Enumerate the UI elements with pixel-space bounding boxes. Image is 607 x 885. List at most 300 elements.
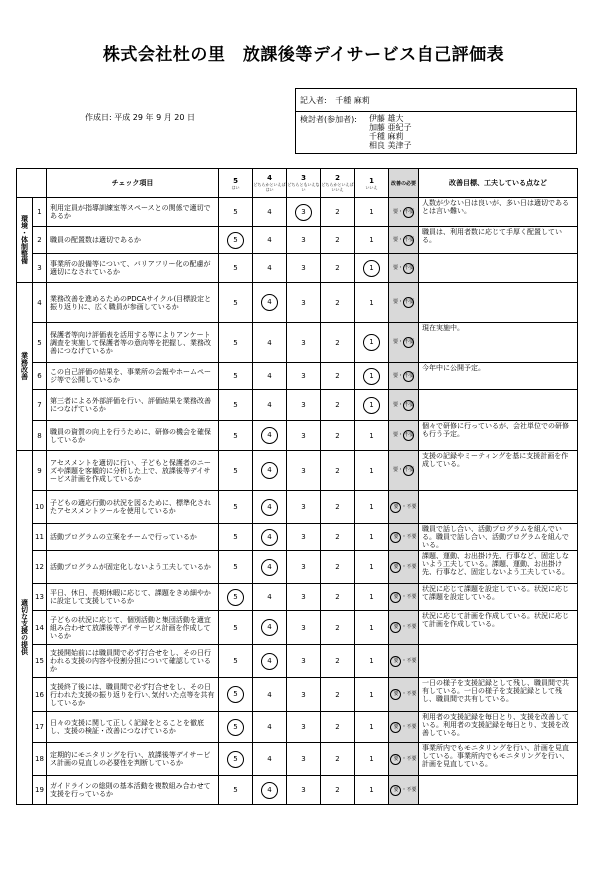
score-1-value: 1 [369,466,374,475]
score-2-value: 2 [335,657,340,665]
score-1-value: 1 [369,755,374,763]
remarks-cell[interactable] [419,390,578,421]
improvement-need-cell[interactable] [389,551,419,584]
score-4-value: 4 [261,782,278,799]
check-item: 業務改善を進めるためのPDCAサイクル(目標設定と振り返り)に、広く職員が参画しているか [47,283,219,323]
score-4-value: 4 [261,499,278,516]
need-yes-option[interactable]: 要 [390,532,401,543]
check-item: 保護者等向け評価表を活用する等によりアンケート調査を実施して保護者等の意向等を把握し、業務改善につなげているか [47,323,219,363]
score-3-cell[interactable] [287,645,321,678]
score-1-cell[interactable] [355,323,389,363]
evaluation-table [16,168,578,805]
need-no-option[interactable]: 不要 [403,235,414,246]
score-4-value: 4 [261,294,278,311]
score-5-value: 5 [233,208,238,216]
score-3-value: 3 [301,503,306,511]
need-separator: ・ [398,467,404,473]
item-number: 11 [33,524,47,551]
date-day: 20 [174,113,185,122]
signature-box [295,88,577,154]
reviewers [300,114,411,150]
remarks-cell[interactable]: 現在実施中。 [419,323,578,363]
remarks-cell[interactable]: 支援の記録やミーティングを基に支援計画を作成している。 [419,451,578,491]
need-yes-option[interactable]: 要 [390,562,401,573]
score-4-cell[interactable] [253,776,287,805]
score-1-value: 1 [369,208,374,216]
score-3-cell[interactable] [287,524,321,551]
need-separator: ・ [401,691,407,697]
header-score-5: 5 はい [219,169,253,198]
score-2-cell[interactable] [321,390,355,421]
score-2-cell[interactable] [321,227,355,254]
remarks-cell[interactable]: 一日の様子を支援記録として残し、職員間で共有している。一日の様子を支援記録として残し、職員間で共有している。 [419,678,578,712]
score-5-value: 5 [233,298,238,307]
score-1-cell[interactable] [355,254,389,283]
table-row [17,363,578,390]
score-3-cell[interactable] [287,743,321,776]
table-row [17,254,578,283]
header-remarks: 改善目標、工夫している点など [419,169,578,198]
need-yes-option[interactable]: 要 [390,785,401,796]
need-yes-option[interactable]: 要 [392,264,398,271]
score-2-value: 2 [335,338,340,347]
score-3-cell[interactable] [287,776,321,805]
score-2-value: 2 [335,593,340,601]
improvement-need-cell[interactable] [389,283,419,323]
improvement-need-cell[interactable] [389,198,419,227]
need-separator: ・ [398,401,404,408]
improvement-need-cell[interactable] [389,390,419,421]
score-1-cell[interactable] [355,712,389,743]
score-5-value: 5 [233,401,238,409]
score-4-value: 4 [261,427,278,444]
score-4-value: 4 [267,755,272,763]
check-item: 事業所の設備等について、バリアフリー化の配慮が適切になされているか [47,254,219,283]
score-4-value: 4 [261,653,278,670]
score-1-cell[interactable] [355,283,389,323]
remarks-cell[interactable] [419,254,578,283]
item-number: 16 [33,678,47,712]
score-3-value: 3 [301,466,306,475]
score-3-value: 3 [301,533,306,541]
score-2-cell[interactable] [321,451,355,491]
score-4-value: 4 [267,208,272,216]
improvement-need-cell[interactable] [389,451,419,491]
reviewer-name: 加藤 亜紀子 [368,123,412,132]
score-4-cell[interactable] [253,524,287,551]
score-5-cell[interactable] [219,363,253,390]
item-number: 19 [33,776,47,805]
score-3-cell[interactable] [287,323,321,363]
score-5-value: 5 [233,338,238,347]
item-number: 12 [33,551,47,584]
signature-divider [296,111,576,112]
need-yes-option[interactable]: 要 [392,339,398,345]
score-5-cell[interactable] [219,611,253,645]
category-cell [17,451,33,805]
score-5-cell[interactable] [219,776,253,805]
table-row [17,451,578,491]
need-no-option[interactable]: 不要 [406,691,417,697]
score-3-value: 3 [301,298,306,307]
score-3-cell[interactable] [287,551,321,584]
item-number: 1 [33,198,47,227]
score-1-cell[interactable] [355,611,389,645]
score-5-value: 5 [233,623,238,632]
remarks-cell[interactable]: 状況に応じて課題を設定している。状況に応じて課題を設定している。 [419,584,578,611]
score-2-cell[interactable] [321,363,355,390]
need-separator: ・ [401,657,407,664]
score-1-cell[interactable] [355,421,389,451]
remarks-cell[interactable]: 課題、運動、お出掛け先、行事など、固定しないよう工夫している。課題、運動、お出掛け先、行事など、固定しないよう工夫している。 [419,551,578,584]
need-no-option[interactable]: 不要 [403,207,414,218]
score-2-cell[interactable] [321,712,355,743]
need-yes-option[interactable]: 要 [392,401,398,408]
score-1-value: 1 [369,533,374,541]
score-4-cell[interactable] [253,584,287,611]
need-yes-option[interactable]: 要 [392,372,398,379]
improvement-need-cell[interactable] [389,363,419,390]
need-no-option[interactable]: 不要 [406,755,417,762]
check-item: 子どもの適応行動の状況を図るために、標準化されたアセスメントツールを使用しているか [47,491,219,524]
score-1-cell[interactable] [355,390,389,421]
need-separator: ・ [398,339,404,345]
score-4-cell[interactable] [253,254,287,283]
score-1-value: 1 [369,657,374,665]
score-2-cell[interactable] [321,198,355,227]
improvement-need-cell[interactable] [389,421,419,451]
score-1-value: 1 [363,368,380,385]
need-separator: ・ [398,208,404,215]
score-2-value: 2 [335,533,340,541]
category-cell [17,283,33,451]
score-5-cell[interactable] [219,390,253,421]
score-1-value: 1 [369,786,374,794]
need-separator: ・ [398,372,404,379]
score-2-value: 2 [335,236,340,244]
date-era: 平成 [114,113,131,122]
table-row [17,491,578,524]
score-1-value: 1 [363,397,380,414]
score-2-cell[interactable] [321,678,355,712]
reviewer-name: 相良 美津子 [368,141,412,150]
score-3-value: 3 [301,401,306,409]
score-5-value: 5 [227,751,244,768]
score-5-cell[interactable] [219,712,253,743]
table-row [17,645,578,678]
score-3-cell[interactable] [287,451,321,491]
table-row [17,743,578,776]
need-no-option[interactable]: 不要 [403,297,414,308]
remarks-cell[interactable]: 今年中に公開予定。 [419,363,578,390]
table-row [17,227,578,254]
score-1-cell[interactable] [355,645,389,678]
score-5-cell[interactable] [219,254,253,283]
check-item: この自己評価の結果を、事業所の会報やホームページ等で公開しているか [47,363,219,390]
check-item: 活動プログラムが固定化しないよう工夫しているか [47,551,219,584]
score-3-cell[interactable] [287,611,321,645]
score-2-cell[interactable] [321,645,355,678]
header-score-1: 1 いいえ [355,169,389,198]
header-score-4: 4 どちらかといえばはい [253,169,287,198]
score-1-cell[interactable] [355,776,389,805]
score-2-cell[interactable] [321,323,355,363]
improvement-need-cell[interactable] [389,645,419,678]
score-5-cell[interactable] [219,743,253,776]
need-no-option[interactable]: 不要 [403,465,414,476]
item-number: 18 [33,743,47,776]
need-separator: ・ [401,503,407,510]
score-1-value: 1 [369,593,374,601]
score-5-cell[interactable] [219,491,253,524]
need-no-option[interactable]: 不要 [406,624,417,630]
remarks-cell[interactable] [419,491,578,524]
score-5-cell[interactable] [219,198,253,227]
score-1-cell[interactable] [355,451,389,491]
need-separator: ・ [398,299,404,305]
need-no-option[interactable]: 不要 [406,786,417,793]
score-1-value: 1 [363,334,380,351]
score-3-cell[interactable] [287,421,321,451]
page-title: 株式会社杜の里 放課後等デイサービス自己評価表 [102,45,505,65]
need-no-option[interactable]: 不要 [406,593,417,600]
need-separator: ・ [401,755,407,762]
score-4-cell[interactable] [253,645,287,678]
header-need: 改善の必要 [389,169,419,198]
remarks-cell[interactable]: 人数が少ない日は良いが、多い日は適切であるとは言い難い。 [419,198,578,227]
category-cell [17,198,33,283]
score-5-value: 5 [233,372,238,380]
score-1-value: 1 [363,260,380,277]
table-row [17,390,578,421]
need-yes-option[interactable]: 要 [390,502,401,513]
need-no-option[interactable]: 不要 [403,263,414,274]
check-item: 職員の資質の向上を行うために、研修の機会を確保しているか [47,421,219,451]
need-yes-option[interactable]: 要 [390,689,401,700]
score-4-value: 4 [261,619,278,636]
score-1-cell[interactable] [355,524,389,551]
score-5-cell[interactable] [219,584,253,611]
score-5-value: 5 [227,686,244,703]
score-5-cell[interactable] [219,283,253,323]
score-3-cell[interactable] [287,227,321,254]
item-number: 6 [33,363,47,390]
score-4-cell[interactable] [253,363,287,390]
score-3-value: 3 [301,657,306,665]
date-label: 作成日: [85,113,112,122]
score-2-cell[interactable] [321,584,355,611]
date-day-unit: 日 [187,113,195,122]
table-row [17,283,578,323]
score-5-value: 5 [233,563,238,571]
score-1-cell[interactable] [355,551,389,584]
score-2-cell[interactable] [321,776,355,805]
need-no-option[interactable]: 不要 [403,337,414,348]
need-yes-option[interactable]: 要 [390,622,401,633]
score-2-cell[interactable] [321,283,355,323]
check-item: 第三者による外部評価を行い、評価結果を業務改善につなげているか [47,390,219,421]
score-2-value: 2 [335,298,340,307]
score-4-cell[interactable] [253,712,287,743]
improvement-need-cell[interactable] [389,678,419,712]
score-2-value: 2 [335,503,340,511]
score-3-cell[interactable] [287,254,321,283]
header-blank [17,169,47,198]
score-5-cell[interactable] [219,323,253,363]
score-4-cell[interactable] [253,678,287,712]
item-number: 3 [33,254,47,283]
need-yes-option[interactable]: 要 [390,754,401,765]
improvement-need-cell[interactable] [389,491,419,524]
need-separator: ・ [401,723,407,730]
check-item: 活動プログラムの立案をチームで行っているか [47,524,219,551]
score-5-cell[interactable] [219,227,253,254]
need-yes-option[interactable]: 要 [392,299,398,305]
score-5-value: 5 [233,264,238,272]
score-2-value: 2 [335,755,340,763]
reviewer-list [369,114,412,150]
score-2-value: 2 [335,372,340,380]
score-5-cell[interactable] [219,421,253,451]
score-5-cell[interactable] [219,645,253,678]
date-month-unit: 月 [163,113,172,122]
score-2-cell[interactable] [321,743,355,776]
item-number: 5 [33,323,47,363]
improvement-need-cell[interactable] [389,743,419,776]
need-yes-option[interactable]: 要 [392,467,398,473]
score-3-value: 3 [301,563,306,571]
score-4-cell[interactable] [253,611,287,645]
remarks-cell[interactable]: 事業所内でもモニタリングを行い、計画を見直している。事業所内でもモニタリングを行い、計画を見直している。 [419,743,578,776]
score-4-value: 4 [261,462,278,479]
score-5-cell[interactable] [219,451,253,491]
score-4-cell[interactable] [253,551,287,584]
need-no-option[interactable]: 不要 [406,657,417,664]
score-2-cell[interactable] [321,611,355,645]
score-4-cell[interactable] [253,390,287,421]
score-3-cell[interactable] [287,363,321,390]
need-no-option[interactable]: 不要 [406,723,417,730]
score-4-cell[interactable] [253,743,287,776]
score-3-cell[interactable] [287,198,321,227]
score-4-cell[interactable] [253,451,287,491]
recorder [300,95,370,106]
need-separator: ・ [401,593,407,600]
remarks-cell[interactable]: 職員は、利用者数に応じて手厚く配置している。 [419,227,578,254]
remarks-cell[interactable] [419,776,578,805]
improvement-need-cell[interactable] [389,227,419,254]
score-3-cell[interactable] [287,712,321,743]
score-2-cell[interactable] [321,421,355,451]
score-4-value: 4 [267,372,272,380]
score-4-cell[interactable] [253,198,287,227]
table-row [17,584,578,611]
need-no-option[interactable]: 不要 [403,400,414,411]
need-yes-option[interactable]: 要 [390,592,401,603]
score-1-cell[interactable] [355,491,389,524]
score-4-cell[interactable] [253,227,287,254]
score-3-cell[interactable] [287,390,321,421]
score-2-cell[interactable] [321,551,355,584]
need-yes-option[interactable]: 要 [392,236,398,243]
need-yes-option[interactable]: 要 [390,656,401,667]
score-4-cell[interactable] [253,491,287,524]
score-4-cell[interactable] [253,421,287,451]
header-item: チェック項目 [47,169,219,198]
improvement-need-cell[interactable] [389,254,419,283]
score-5-value: 5 [233,786,238,794]
score-4-value: 4 [261,529,278,546]
score-1-cell[interactable] [355,743,389,776]
score-3-cell[interactable] [287,491,321,524]
need-no-option[interactable]: 不要 [406,503,417,510]
score-4-cell[interactable] [253,323,287,363]
score-3-cell[interactable] [287,283,321,323]
remarks-cell[interactable]: 職員で話し合い、活動プログラムを組んでいる。職員で話し合い、活動プログラムを組んでいる。 [419,524,578,551]
score-3-value: 3 [301,264,306,272]
need-yes-option[interactable]: 要 [392,208,398,215]
score-1-value: 1 [369,431,374,440]
remarks-cell[interactable] [419,645,578,678]
score-5-cell[interactable] [219,678,253,712]
score-3-cell[interactable] [287,678,321,712]
score-5-cell[interactable] [219,524,253,551]
need-no-option[interactable]: 不要 [403,371,414,382]
score-2-value: 2 [335,466,340,475]
need-separator: ・ [398,264,404,271]
score-1-cell[interactable] [355,584,389,611]
score-4-cell[interactable] [253,283,287,323]
score-1-cell[interactable] [355,678,389,712]
score-3-value: 3 [301,431,306,440]
need-no-option[interactable]: 不要 [406,533,417,540]
score-5-value: 5 [233,466,238,475]
check-item: 平日、休日、長期休暇に応じて、課題をきめ細やかに設定して支援しているか [47,584,219,611]
item-number: 13 [33,584,47,611]
check-item: 定期的にモニタリングを行い、放課後等デイサービス計画の見直しの必要性を判断しているか [47,743,219,776]
need-yes-option[interactable]: 要 [390,722,401,733]
improvement-need-cell[interactable] [389,776,419,805]
score-2-cell[interactable] [321,524,355,551]
category-label: 業務改善 [20,351,29,380]
improvement-need-cell[interactable] [389,712,419,743]
remarks-cell[interactable]: 利用者の支援記録を毎日とり、支援を改善している。利用者の支援記録を毎日とり、支援を改善している。 [419,712,578,743]
need-no-option[interactable]: 不要 [403,430,414,441]
improvement-need-cell[interactable] [389,611,419,645]
header-row [17,169,578,198]
date-year-unit: 年 [145,113,154,122]
improvement-need-cell[interactable] [389,584,419,611]
score-3-cell[interactable] [287,584,321,611]
improvement-need-cell[interactable] [389,524,419,551]
remarks-cell[interactable] [419,283,578,323]
score-5-cell[interactable] [219,551,253,584]
score-1-cell[interactable] [355,227,389,254]
need-yes-option[interactable]: 要 [392,432,398,438]
remarks-cell[interactable]: 個々で研修に行っているが、会社単位での研修も行う予定。 [419,421,578,451]
need-no-option[interactable]: 不要 [406,563,417,570]
score-4-value: 4 [261,559,278,576]
remarks-cell[interactable]: 状況に応じて計画を作成している。状況に応じて計画を作成している。 [419,611,578,645]
score-3-value: 3 [301,723,306,731]
table-row [17,776,578,805]
table-row [17,678,578,712]
score-2-cell[interactable] [321,491,355,524]
score-1-cell[interactable] [355,198,389,227]
score-2-cell[interactable] [321,254,355,283]
score-1-cell[interactable] [355,363,389,390]
improvement-need-cell[interactable] [389,323,419,363]
